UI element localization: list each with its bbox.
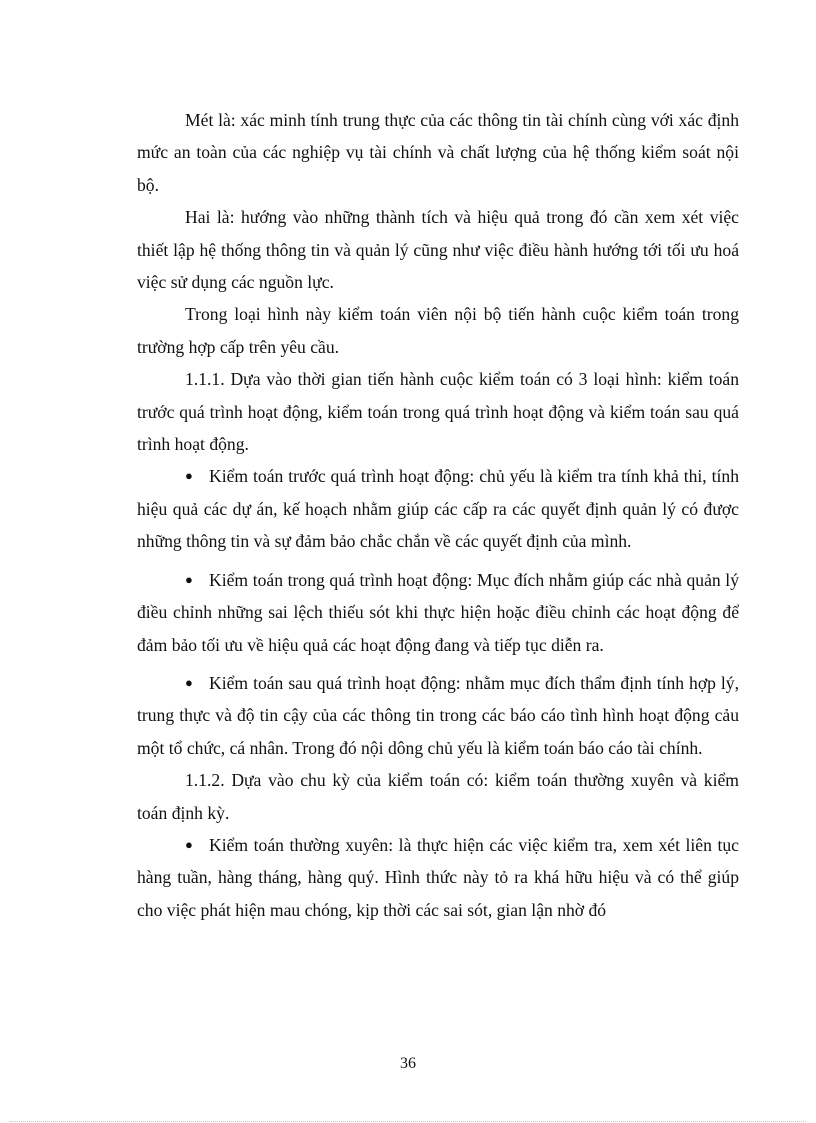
bullet-regular-audit xyxy=(137,829,739,926)
page-number: 36 xyxy=(400,1055,416,1072)
paragraph-text: Mét là: xác minh tính trung thực của các thông tin tài chính cùng với xác định mức an toàn của các nghiệp vụ tài chính và chất lượng của hệ thống kiểm soát nội bộ. xyxy=(137,110,739,195)
paragraph-second-point xyxy=(137,201,739,298)
bullet-text: Kiểm toán trước quá trình hoạt động: chủ yếu là kiểm tra tính khả thi, tính hiệu quả các dự án, kế hoạch nhằm giúp các cấp ra các quyết định quản lý có được những thông tin và sự đảm bảo chắc chắn về các quyết định của mình. xyxy=(137,466,739,552)
bullet-pre-activity-audit xyxy=(137,460,739,557)
bullet-text: Kiểm toán thường xuyên: là thực hiện các việc kiểm tra, xem xét liên tục hàng tuần, hàng tháng, hàng quý. Hình thức này tỏ ra khá hữu hiệu và có thể giúp cho việc phát hiện mau chóng, kịp thời các sai sót, gian lận nhờ đó xyxy=(137,834,739,920)
bullet-icon: ● xyxy=(185,468,193,484)
section-heading-1-1-1 xyxy=(137,363,739,460)
bullet-post-activity-audit xyxy=(137,667,739,764)
bullet-text: Kiểm toán sau quá trình hoạt động: nhằm mục đích thẩm định tính hợp lý, trung thực và độ tin cậy của các thông tin trong các báo cáo tình hình hoạt động cảu một tổ chức, cá nhân. Trong đó nội dông chủ yếu là kiểm toán báo cáo tài chính. xyxy=(137,672,739,758)
page-bottom-divider xyxy=(10,1121,806,1122)
paragraph-first-point xyxy=(137,104,739,201)
bullet-icon: ● xyxy=(185,674,193,690)
section-heading-1-1-2 xyxy=(137,764,739,829)
bullet-text: Kiểm toán trong quá trình hoạt động: Mục đích nhằm giúp các nhà quản lý điều chỉnh những sai lệch thiếu sót khi thực hiện hoặc điều chỉnh các hoạt động để đảm bảo tối ưu về hiệu quả các hoạt động đang và tiếp tục diễn ra. xyxy=(137,569,739,655)
bullet-icon: ● xyxy=(185,836,193,852)
page-body xyxy=(137,104,739,926)
paragraph-text: Hai là: hướng vào những thành tích và hiệu quả trong đó cần xem xét việc thiết lập hệ thống thông tin và quản lý cũng như việc điều hành hướng tới tối ưu hoá việc sử dụng các nguồn lực. xyxy=(137,207,739,293)
bullet-during-activity-audit xyxy=(137,564,739,661)
paragraph-text: 1.1.1. Dựa vào thời gian tiến hành cuộc kiểm toán có 3 loại hình: kiểm toán trước quá trình hoạt động, kiểm toán trong quá trình hoạt động và kiểm toán sau quá trình hoạt động. xyxy=(137,369,739,455)
bullet-icon: ● xyxy=(185,571,193,587)
paragraph-text: Trong loại hình này kiểm toán viên nội bộ tiến hành cuộc kiểm toán trong trường hợp cấp trên yêu cầu. xyxy=(137,304,739,357)
paragraph-text: 1.1.2. Dựa vào chu kỳ của kiểm toán có: kiểm toán thường xuyên và kiểm toán định kỳ. xyxy=(137,770,739,823)
paragraph-internal-auditor xyxy=(137,298,739,363)
